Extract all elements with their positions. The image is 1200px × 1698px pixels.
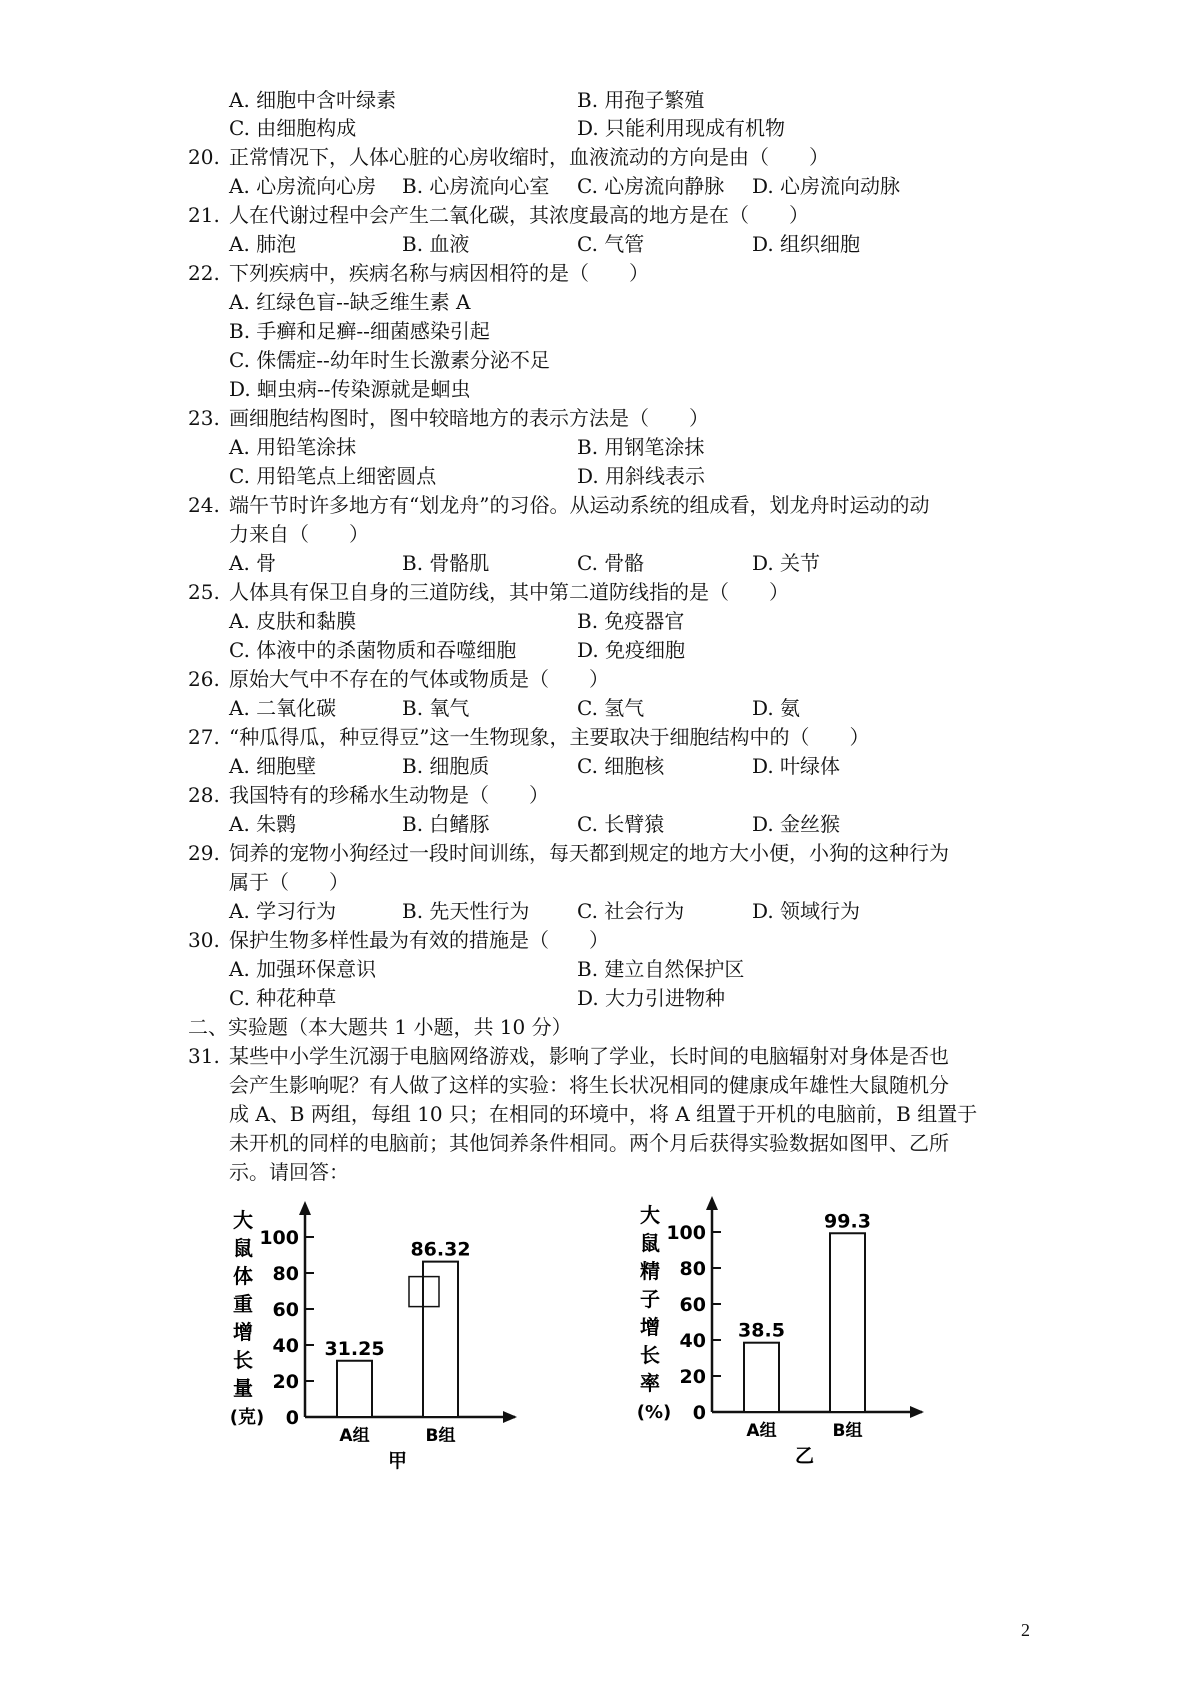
option: D. 关节 [752,551,821,575]
option: A. 红绿色盲--缺乏维生素 A [229,290,471,314]
page-number: 2 [1021,1620,1030,1640]
section-heading: 二、实验题（本大题共 1 小题，共 10 分） [188,1015,572,1039]
q31-line: 示。请回答： [229,1160,349,1184]
q31-line: 未开机的同样的电脑前；其他饲养条件相同。两个月后获得实验数据如图甲、乙所 [229,1131,949,1155]
option: C. 气管 [577,232,645,256]
y-axis-label-char: 长 [640,1343,660,1367]
question-number: 27. [188,725,220,749]
x-axis-arrow [910,1406,924,1418]
y-axis-label-char: 子 [640,1287,660,1311]
option: C. 心房流向静脉 [577,174,725,198]
bar [337,1361,372,1417]
question-number: 20. [188,145,220,169]
y-axis-label-char: 重 [233,1292,253,1316]
question-number: 21. [188,203,220,227]
q31-line: 会产生影响呢？有人做了这样的实验：将生长状况相同的健康成年雄性大鼠随机分 [229,1073,949,1097]
y-axis-label-char: 量 [233,1376,253,1400]
y-axis-label-char: 鼠 [233,1236,253,1260]
x-tick-label: A组 [746,1421,777,1441]
y-axis-label-char: 精 [640,1259,660,1283]
x-tick-label: A组 [339,1426,370,1446]
y-tick-label: 20 [679,1366,706,1388]
option: C. 细胞核 [577,754,665,778]
chart-yi [632,1200,952,1470]
option: B. 氧气 [402,696,470,720]
option: A. 骨 [229,551,277,575]
option: D. 免疫细胞 [577,638,686,662]
option: B. 先天性行为 [402,899,530,923]
option: B. 用钢笔涂抹 [577,435,705,459]
option: B. 手癣和足癣--细菌感染引起 [229,319,490,343]
y-axis-label-char: 大 [233,1208,253,1232]
y-axis-label-unit: (克) [229,1407,265,1428]
option: B. 免疫器官 [577,609,685,633]
option: A. 加强环保意识 [229,957,377,981]
option: D. 蛔虫病--传染源就是蛔虫 [229,377,471,401]
option: C. 用铅笔点上细密圆点 [229,464,437,488]
option: B. 建立自然保护区 [577,957,745,981]
option: D. 大力引进物种 [577,986,726,1010]
question-number: 30. [188,928,220,952]
data-label: 31.25 [324,1337,385,1360]
y-tick-label: 80 [272,1263,299,1285]
question-stem: 下列疾病中，疾病名称与病因相符的是（ ） [229,261,649,285]
option: B. 心房流向心室 [402,174,550,198]
x-axis-arrow [503,1411,517,1423]
option: A. 学习行为 [229,899,337,923]
option: D. 金丝猴 [752,812,841,836]
option: A. 皮肤和黏膜 [229,609,357,633]
option: D. 用斜线表示 [577,464,706,488]
question-stem-continued: 属于（ ） [229,870,349,894]
question-stem: 端午节时许多地方有“划龙舟”的习俗。从运动系统的组成看，划龙舟时运动的动 [229,493,930,517]
q19-option-a: A. 细胞中含叶绿素 [229,88,397,112]
y-axis-arrow [299,1201,311,1215]
y-axis-label-char: 率 [640,1371,660,1395]
q19-option-b: B. 用孢子繁殖 [577,88,705,112]
x-tick-label: B组 [425,1426,456,1446]
y-axis-label-char: 体 [233,1264,253,1288]
option: C. 社会行为 [577,899,685,923]
y-tick-label: 40 [679,1330,706,1352]
y-axis-label-char: 增 [640,1315,660,1339]
y-tick-label: 100 [259,1227,299,1249]
option: A. 肺泡 [229,232,297,256]
y-tick-label: 0 [692,1402,706,1424]
q31-line: 某些中小学生沉溺于电脑网络游戏，影响了学业，长时间的电脑辐射对身体是否也 [229,1044,949,1068]
question-stem-continued: 力来自（ ） [229,522,369,546]
data-label: 38.5 [738,1319,785,1342]
option: D. 组织细胞 [752,232,861,256]
option: C. 氢气 [577,696,645,720]
question-stem: 保护生物多样性最为有效的措施是（ ） [229,928,609,952]
bar [423,1262,458,1417]
option: B. 血液 [402,232,470,256]
question-number: 24. [188,493,220,517]
y-tick-label: 60 [272,1299,299,1321]
y-axis-label-char: 鼠 [640,1231,660,1255]
question-number: 23. [188,406,220,430]
question-stem: 饲养的宠物小狗经过一段时间训练，每天都到规定的地方大小便，小狗的这种行为 [229,841,949,865]
y-tick-label: 0 [285,1407,299,1429]
option: A. 用铅笔涂抹 [229,435,357,459]
option: B. 细胞质 [402,754,490,778]
option: B. 白鳍豚 [402,812,490,836]
data-label: 99.3 [824,1210,871,1233]
question-stem: 我国特有的珍稀水生动物是（ ） [229,783,549,807]
bar [744,1343,779,1412]
chart-jia [225,1205,545,1475]
option: C. 长臂猿 [577,812,665,836]
option: D. 心房流向动脉 [752,174,901,198]
question-number: 29. [188,841,220,865]
y-tick-label: 60 [679,1294,706,1316]
option: C. 骨骼 [577,551,645,575]
option: D. 氨 [752,696,801,720]
question-number: 22. [188,261,220,285]
y-tick-label: 80 [679,1258,706,1280]
q19-option-d: D. 只能利用现成有机物 [577,116,786,140]
q31-line: 成 A、B 两组，每组 10 只；在相同的环境中，将 A 组置于开机的电脑前，B 组置于 [229,1102,978,1126]
q19-option-c: C. 由细胞构成 [229,116,357,140]
option: C. 种花种草 [229,986,337,1010]
y-tick-label: 40 [272,1335,299,1357]
option: A. 二氧化碳 [229,696,337,720]
option: C. 体液中的杀菌物质和吞噬细胞 [229,638,517,662]
option: A. 细胞壁 [229,754,317,778]
question-stem: 人体具有保卫自身的三道防线，其中第二道防线指的是（ ） [229,580,789,604]
option: A. 朱鹮 [229,812,297,836]
question-number: 25. [188,580,220,604]
question-stem: 人在代谢过程中会产生二氧化碳，其浓度最高的地方是在（ ） [229,203,809,227]
option: D. 领域行为 [752,899,861,923]
y-tick-label: 100 [666,1222,706,1244]
option: A. 心房流向心房 [229,174,377,198]
question-number: 28. [188,783,220,807]
y-axis-arrow [706,1196,718,1210]
x-tick-label: B组 [832,1421,863,1441]
question-number: 31. [188,1044,220,1068]
chart-title: 乙 [794,1445,815,1467]
y-axis-label-unit: (%) [636,1402,672,1423]
data-label: 86.32 [410,1238,471,1261]
y-tick-label: 20 [272,1371,299,1393]
question-stem: “种瓜得瓜，种豆得豆”这一生物现象，主要取决于细胞结构中的（ ） [229,725,870,749]
question-stem: 画细胞结构图时，图中较暗地方的表示方法是（ ） [229,406,709,430]
option: B. 骨骼肌 [402,551,490,575]
question-stem: 原始大气中不存在的气体或物质是（ ） [229,667,609,691]
bar [830,1233,865,1412]
option: D. 叶绿体 [752,754,841,778]
y-axis-label-char: 增 [233,1320,253,1344]
question-stem: 正常情况下，人体心脏的心房收缩时，血液流动的方向是由（ ） [229,145,829,169]
option: C. 侏儒症--幼年时生长激素分泌不足 [229,348,550,372]
y-axis-label-char: 长 [233,1348,253,1372]
question-number: 26. [188,667,220,691]
chart-title: 甲 [387,1450,408,1472]
y-axis-label-char: 大 [640,1203,660,1227]
